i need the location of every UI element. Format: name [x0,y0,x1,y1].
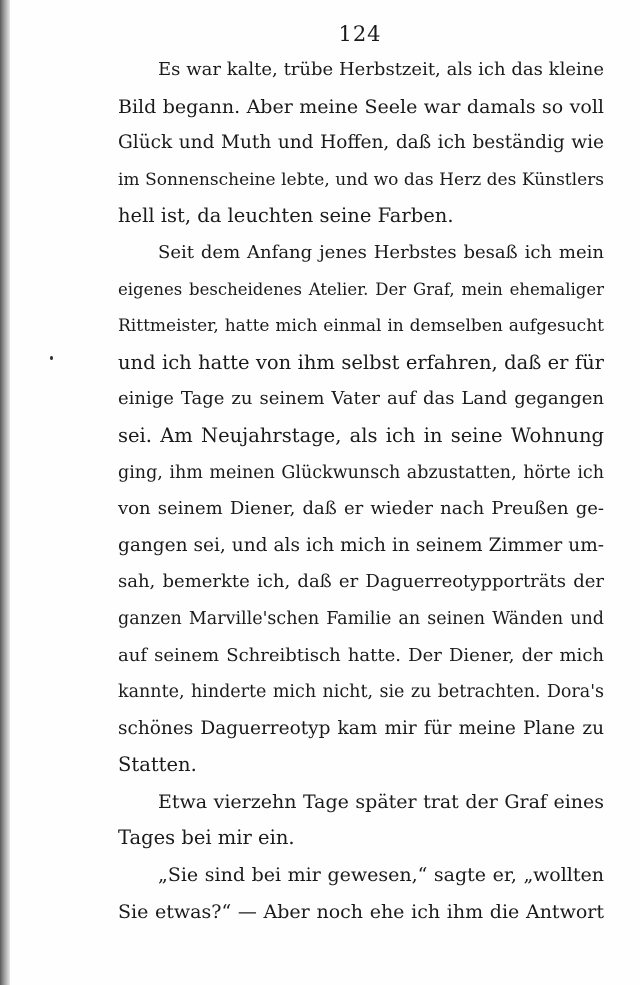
text-line: Seit dem Anfang jenes Herbstes besaß ich mein [158,241,604,263]
text-line: und ich hatte von ihm selbst erfahren, daß er für [118,350,604,374]
text-line: hell ist, da leuchten seine Farben. [118,204,454,228]
page-number: 124 [338,22,382,46]
text-line: von seinem Diener, daß er wieder nach Preußen ge- [118,498,604,520]
text-line: ganzen Marville'schen Familie an seinen Wänden und [118,608,604,629]
text-line: auf seinem Schreibtisch hatte. Der Diener, der mich [118,644,604,666]
text-line: schönes Daguerreotyp kam mir für meine Plane zu [118,717,604,739]
text-line: Glück und Muth und Hoffen, daß ich beständig wie [118,132,604,154]
text-line: sei. Am Neujahrstage, als ich in seine Wohnung [118,423,604,447]
text-line: Sie etwas?“ — Aber noch ehe ich ihm die Antwort [118,900,604,923]
text-line: Es war kalte, trübe Herbstzeit, als ich das kleine [158,59,604,80]
text-line: ging, ihm meinen Glückwunsch abzustatten, hörte ich [118,462,604,483]
text-line: eigenes bescheidenes Atelier. Der Graf, mein ehemaliger [118,279,604,299]
text-line: Statten. [118,753,197,777]
body-text [118,52,604,930]
text-line: einige Tage zu seinem Vater auf das Land gegangen [118,388,604,410]
text-line: im Sonnenscheine lebte, und wo das Herz des Künstlers [118,169,604,190]
text-line: sah, bemerkte ich, daß er Daguerreotypporträts der [118,571,604,593]
text-line: gangen sei, und als ich mich in seinem Zimmer um- [118,534,604,556]
page-gutter-shadow [0,0,10,985]
text-line: Tages bei mir ein. [118,826,295,850]
text-line: kannte, hinderte mich nicht, sie zu betrachten. Dora's [118,682,604,703]
text-line: Bild begann. Aber meine Seele war damals so voll [118,95,604,118]
text-line: Rittmeister, hatte mich einmal in demselben aufgesucht [118,316,604,337]
ink-speck [50,356,53,360]
text-line: Etwa vierzehn Tage später trat der Graf eines [158,790,604,813]
text-line: „Sie sind bei mir gewesen,“ sagte er, „wollten [158,864,604,887]
